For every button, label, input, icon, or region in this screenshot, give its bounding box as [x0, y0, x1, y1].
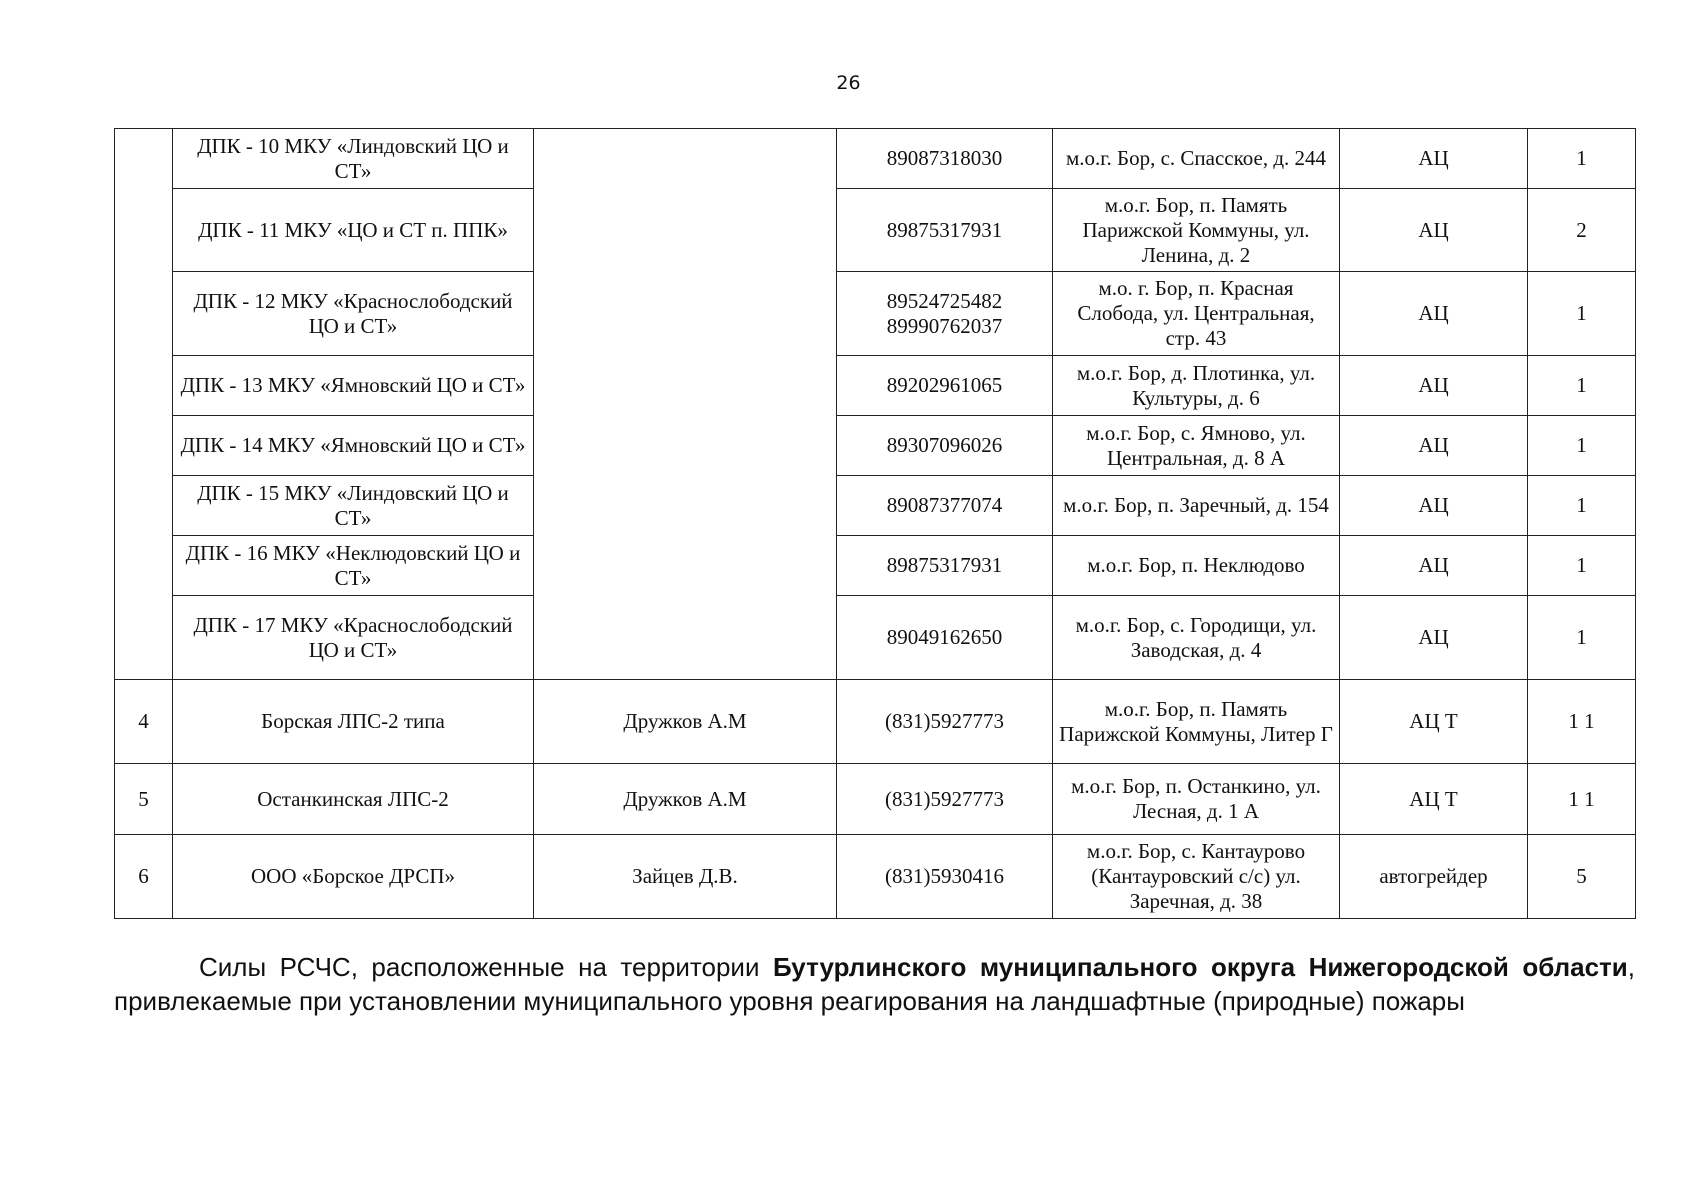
table-row: [115, 835, 1636, 919]
equipment-cell: АЦ: [1340, 356, 1528, 416]
paragraph-bold-region: Бутурлинского муниципального округа Нижегородской области: [772, 952, 1628, 982]
count-cell: 1: [1528, 272, 1636, 356]
count-cell: 1: [1528, 356, 1636, 416]
table-row: [115, 416, 1636, 476]
count-cell: 1: [1528, 596, 1636, 680]
address-cell: м.о.г. Бор, п. Останкино, ул. Лесная, д. 1 А: [1053, 764, 1340, 835]
table-row: [115, 536, 1636, 596]
equipment-cell: АЦ: [1340, 189, 1528, 272]
address-cell: м.о.г. Бор, с. Городищи, ул. Заводская, д. 4: [1053, 596, 1340, 680]
equipment-cell: АЦ: [1340, 536, 1528, 596]
page-number: 26: [836, 72, 861, 94]
phone-cell: 89202961065: [837, 356, 1053, 416]
equipment-cell: АЦ: [1340, 129, 1528, 189]
phone-cell: 89875317931: [837, 189, 1053, 272]
equipment-cell: АЦ: [1340, 476, 1528, 536]
count-cell: 1: [1528, 416, 1636, 476]
unit-name-cell: ДПК - 16 МКУ «Неклюдовский ЦО и СТ»: [173, 536, 534, 596]
unit-name-cell: ДПК - 17 МКУ «Краснослободский ЦО и СТ»: [173, 596, 534, 680]
unit-name-cell: ДПК - 12 МКУ «Краснослободский ЦО и СТ»: [173, 272, 534, 356]
unit-name-cell: ДПК - 15 МКУ «Линдовский ЦО и СТ»: [173, 476, 534, 536]
address-cell: м.о.г. Бор, с. Ямново, ул. Центральная, д. 8 А: [1053, 416, 1340, 476]
table-row: [115, 680, 1636, 764]
count-cell: 1: [1528, 129, 1636, 189]
address-cell: м.о.г. Бор, с. Кантаурово (Кантауровский с/с) ул. Заречная, д. 38: [1053, 835, 1340, 919]
paragraph-text-end: , привлекаемые при установлении муниципального уровня реагирования на ландшафтные (природные) пожары: [114, 952, 1636, 1016]
phone-cell: 89307096026: [837, 416, 1053, 476]
phone-cell: (831)5927773: [837, 680, 1053, 764]
unit-name-cell: ДПК - 11 МКУ «ЦО и СТ п. ППК»: [173, 189, 534, 272]
table-row: [115, 129, 1636, 189]
number-cell: 4: [115, 680, 173, 764]
head-cell: [534, 129, 837, 680]
phone-cell: 89087377074: [837, 476, 1053, 536]
table-row: [115, 596, 1636, 680]
table-row: [115, 764, 1636, 835]
number-cell: [115, 129, 173, 680]
equipment-cell: АЦ: [1340, 416, 1528, 476]
section-heading-paragraph: [114, 950, 1635, 1018]
phone-cell: (831)5927773: [837, 764, 1053, 835]
head-cell: Дружков А.М: [534, 764, 837, 835]
forces-table: [114, 128, 1636, 919]
address-cell: м.о.г. Бор, п. Память Парижской Коммуны, Литер Г: [1053, 680, 1340, 764]
table-row: [115, 272, 1636, 356]
table-row: [115, 189, 1636, 272]
unit-name-cell: ДПК - 13 МКУ «Ямновский ЦО и СТ»: [173, 356, 534, 416]
phone-cell: 89875317931: [837, 536, 1053, 596]
phone-cell: (831)5930416: [837, 835, 1053, 919]
equipment-cell: АЦ Т: [1340, 764, 1528, 835]
count-cell: 2: [1528, 189, 1636, 272]
phone-cell: 89524725482 89990762037: [837, 272, 1053, 356]
unit-name-cell: ДПК - 10 МКУ «Линдовский ЦО и СТ»: [173, 129, 534, 189]
address-cell: м.о.г. Бор, п. Память Парижской Коммуны, ул. Ленина, д. 2: [1053, 189, 1340, 272]
count-cell: 1: [1528, 476, 1636, 536]
equipment-cell: АЦ Т: [1340, 680, 1528, 764]
equipment-cell: автогрейдер: [1340, 835, 1528, 919]
table-row: [115, 476, 1636, 536]
count-cell: 1 1: [1528, 680, 1636, 764]
address-cell: м.о.г. Бор, с. Спасское, д. 244: [1053, 129, 1340, 189]
phone-cell: 89087318030: [837, 129, 1053, 189]
paragraph-text-start: Силы РСЧС, расположенные на территории: [199, 952, 773, 982]
table-row: [115, 356, 1636, 416]
address-cell: м.о.г. Бор, п. Заречный, д. 154: [1053, 476, 1340, 536]
head-cell: Зайцев Д.В.: [534, 835, 837, 919]
unit-name-cell: ДПК - 14 МКУ «Ямновский ЦО и СТ»: [173, 416, 534, 476]
address-cell: м.о.г. Бор, п. Неклюдово: [1053, 536, 1340, 596]
count-cell: 1 1: [1528, 764, 1636, 835]
number-cell: 5: [115, 764, 173, 835]
number-cell: 6: [115, 835, 173, 919]
unit-name-cell: Останкинская ЛПС-2: [173, 764, 534, 835]
count-cell: 5: [1528, 835, 1636, 919]
count-cell: 1: [1528, 536, 1636, 596]
equipment-cell: АЦ: [1340, 596, 1528, 680]
unit-name-cell: Борская ЛПС-2 типа: [173, 680, 534, 764]
phone-cell: 89049162650: [837, 596, 1053, 680]
address-cell: м.о. г. Бор, п. Красная Слобода, ул. Центральная, стр. 43: [1053, 272, 1340, 356]
equipment-cell: АЦ: [1340, 272, 1528, 356]
address-cell: м.о.г. Бор, д. Плотинка, ул. Культуры, д. 6: [1053, 356, 1340, 416]
unit-name-cell: ООО «Борское ДРСП»: [173, 835, 534, 919]
head-cell: Дружков А.М: [534, 680, 837, 764]
